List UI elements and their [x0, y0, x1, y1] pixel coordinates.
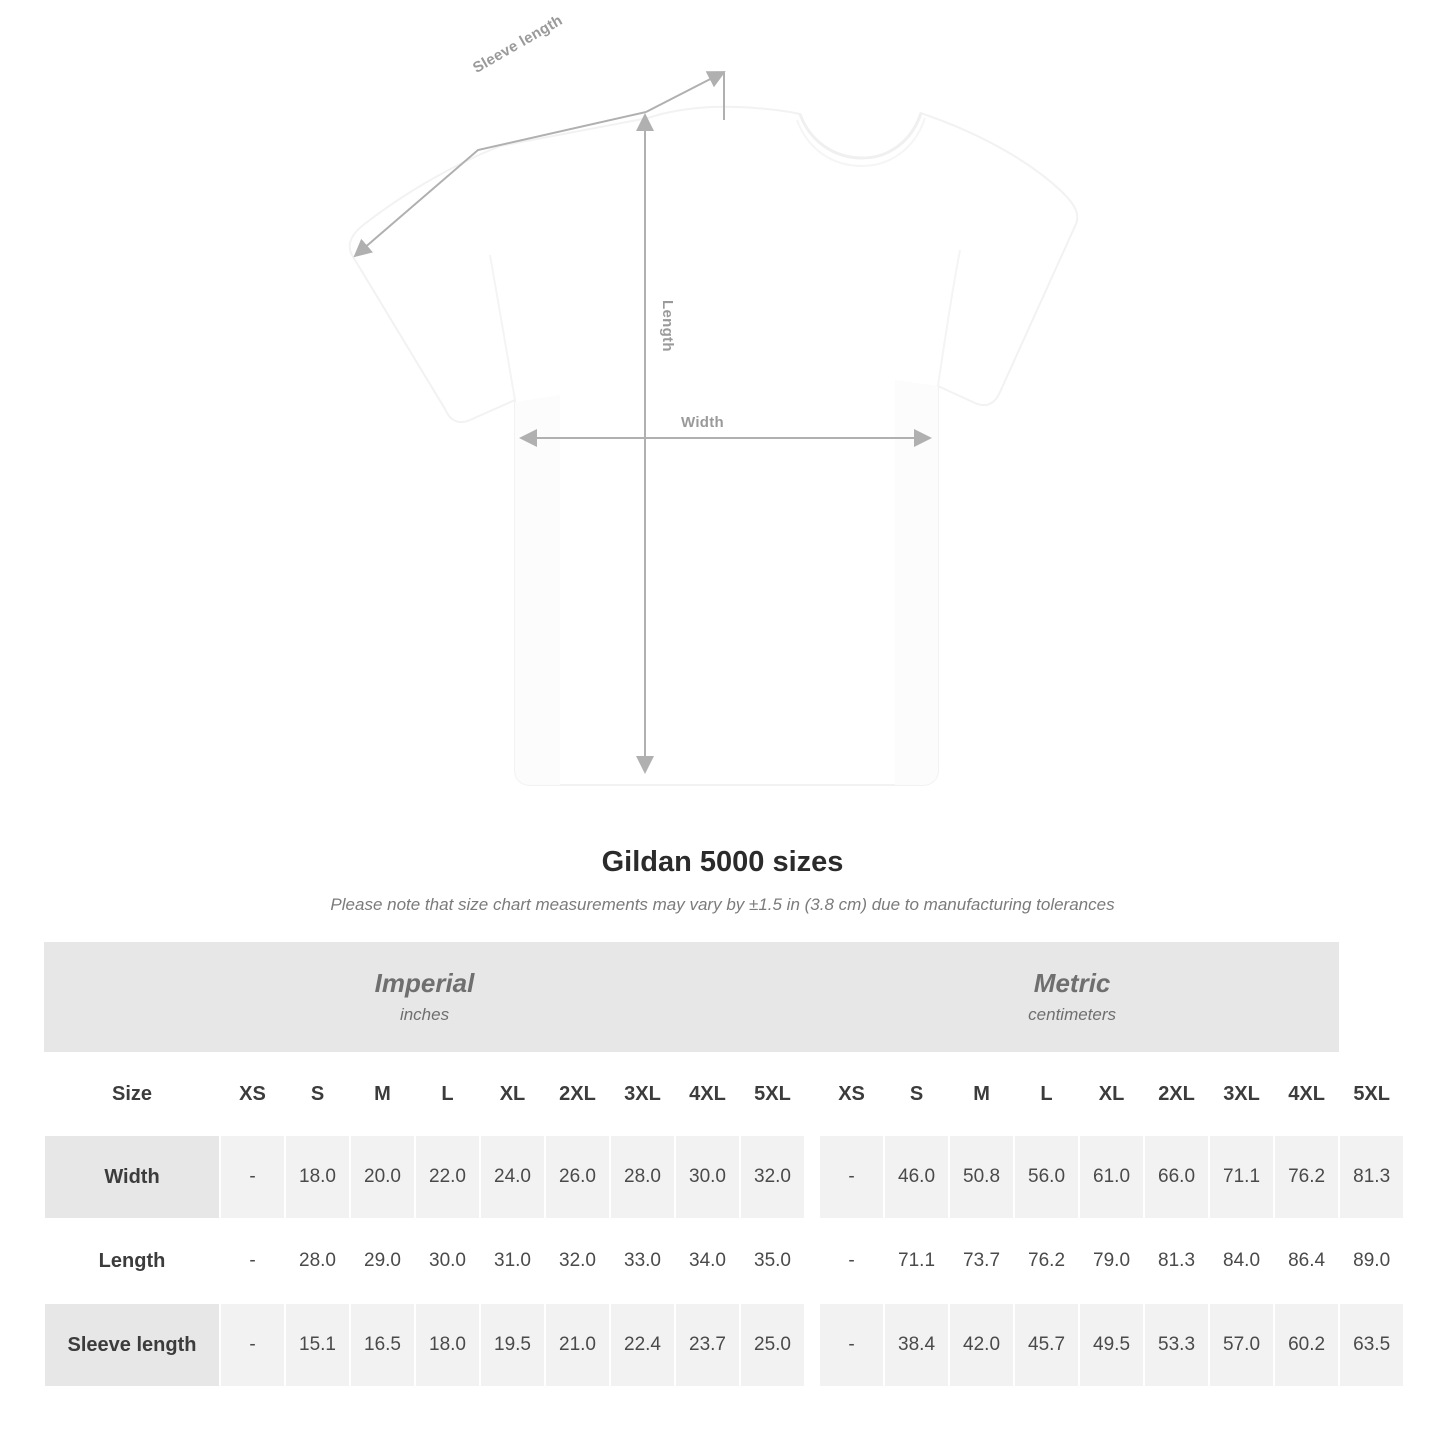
column-spacer	[805, 1219, 819, 1303]
length-imperial-xl: 31.0	[480, 1219, 545, 1303]
width-metric-l: 56.0	[1014, 1135, 1079, 1219]
sleeve-imperial-5xl: 25.0	[740, 1303, 805, 1387]
sleeve-imperial-4xl: 23.7	[675, 1303, 740, 1387]
width-metric-3xl: 71.1	[1209, 1135, 1274, 1219]
page-title: Gildan 5000 sizes	[601, 846, 844, 878]
width-imperial-xl: 24.0	[480, 1135, 545, 1219]
length-metric-2xl: 81.3	[1144, 1219, 1209, 1303]
width-imperial-2xl: 26.0	[545, 1135, 610, 1219]
column-spacer	[805, 1053, 819, 1135]
table-row	[44, 1219, 1404, 1303]
sleeve-metric-4xl: 60.2	[1274, 1303, 1339, 1387]
sleeve-metric-3xl: 57.0	[1209, 1303, 1274, 1387]
imperial-unit-name: Imperial	[374, 968, 475, 999]
length-metric-4xl: 86.4	[1274, 1219, 1339, 1303]
row-label-length: Length	[44, 1219, 220, 1303]
row-label-width: Width	[44, 1135, 220, 1219]
length-imperial-4xl: 34.0	[675, 1219, 740, 1303]
length-imperial-5xl: 35.0	[740, 1219, 805, 1303]
units-header-row	[44, 942, 1404, 1053]
width-metric-m: 50.8	[949, 1135, 1014, 1219]
length-imperial-2xl: 32.0	[545, 1219, 610, 1303]
header-metric-4xl: 4XL	[1274, 1053, 1339, 1135]
sleeve-metric-5xl: 63.5	[1339, 1303, 1404, 1387]
header-imperial-xl: XL	[480, 1053, 545, 1135]
length-metric-xl: 79.0	[1079, 1219, 1144, 1303]
width-imperial-5xl: 32.0	[740, 1135, 805, 1219]
width-imperial-l: 22.0	[415, 1135, 480, 1219]
length-imperial-3xl: 33.0	[610, 1219, 675, 1303]
length-metric-5xl: 89.0	[1339, 1219, 1404, 1303]
header-imperial-4xl: 4XL	[675, 1053, 740, 1135]
imperial-unit-cell	[44, 942, 805, 1053]
header-imperial-3xl: 3XL	[610, 1053, 675, 1135]
sleeve-imperial-3xl: 22.4	[610, 1303, 675, 1387]
sleeve-imperial-m: 16.5	[350, 1303, 415, 1387]
column-spacer	[805, 1135, 819, 1219]
metric-unit-cell	[805, 942, 1339, 1053]
size-table	[43, 942, 1405, 1388]
table-row	[44, 1303, 1404, 1387]
header-metric-5xl: 5XL	[1339, 1053, 1404, 1135]
header-imperial-s: S	[285, 1053, 350, 1135]
sleeve-metric-xs: -	[819, 1303, 884, 1387]
width-imperial-3xl: 28.0	[610, 1135, 675, 1219]
sleeve-metric-m: 42.0	[949, 1303, 1014, 1387]
length-imperial-xs: -	[220, 1219, 285, 1303]
length-metric-m: 73.7	[949, 1219, 1014, 1303]
header-metric-s: S	[884, 1053, 949, 1135]
width-metric-xl: 61.0	[1079, 1135, 1144, 1219]
size-header-row	[44, 1053, 1404, 1135]
sleeve-metric-s: 38.4	[884, 1303, 949, 1387]
imperial-unit-sub: inches	[399, 1004, 450, 1024]
header-metric-2xl: 2XL	[1144, 1053, 1209, 1135]
length-metric-3xl: 84.0	[1209, 1219, 1274, 1303]
width-metric-xs: -	[819, 1135, 884, 1219]
width-metric-s: 46.0	[884, 1135, 949, 1219]
width-imperial-s: 18.0	[285, 1135, 350, 1219]
length-metric-xs: -	[819, 1219, 884, 1303]
sleeve-imperial-2xl: 21.0	[545, 1303, 610, 1387]
header-imperial-l: L	[415, 1053, 480, 1135]
header-metric-3xl: 3XL	[1209, 1053, 1274, 1135]
length-label: Length	[659, 300, 676, 352]
table-row	[44, 1135, 1404, 1219]
sleeve-metric-xl: 49.5	[1079, 1303, 1144, 1387]
metric-unit-sub: centimeters	[1028, 1004, 1117, 1024]
metric-unit-name: Metric	[1033, 968, 1111, 999]
sleeve-imperial-l: 18.0	[415, 1303, 480, 1387]
width-imperial-4xl: 30.0	[675, 1135, 740, 1219]
width-metric-5xl: 81.3	[1339, 1135, 1404, 1219]
width-label: Width	[681, 414, 725, 431]
header-imperial-xs: XS	[220, 1053, 285, 1135]
size-corner-label: Size	[44, 1053, 220, 1135]
header-metric-m: M	[949, 1053, 1014, 1135]
size-table-wrapper	[43, 942, 1402, 1388]
header-metric-xs: XS	[819, 1053, 884, 1135]
width-imperial-xs: -	[220, 1135, 285, 1219]
sleeve-metric-2xl: 53.3	[1144, 1303, 1209, 1387]
length-metric-l: 76.2	[1014, 1219, 1079, 1303]
sleeve-imperial-s: 15.1	[285, 1303, 350, 1387]
column-spacer	[805, 1303, 819, 1387]
length-imperial-s: 28.0	[285, 1219, 350, 1303]
row-label-sleeve-length: Sleeve length	[44, 1303, 220, 1387]
header-imperial-2xl: 2XL	[545, 1053, 610, 1135]
sleeve-length-label: Sleeve length	[470, 11, 566, 77]
header-imperial-5xl: 5XL	[740, 1053, 805, 1135]
header-metric-xl: XL	[1079, 1053, 1144, 1135]
width-imperial-m: 20.0	[350, 1135, 415, 1219]
shirt-shape	[350, 107, 1078, 785]
title-block	[0, 846, 1445, 915]
header-metric-l: L	[1014, 1053, 1079, 1135]
length-imperial-m: 29.0	[350, 1219, 415, 1303]
width-metric-2xl: 66.0	[1144, 1135, 1209, 1219]
width-metric-4xl: 76.2	[1274, 1135, 1339, 1219]
header-imperial-m: M	[350, 1053, 415, 1135]
sleeve-imperial-xs: -	[220, 1303, 285, 1387]
sleeve-metric-l: 45.7	[1014, 1303, 1079, 1387]
length-imperial-l: 30.0	[415, 1219, 480, 1303]
sleeve-imperial-xl: 19.5	[480, 1303, 545, 1387]
tolerance-note: Please note that size chart measurements may vary by ±1.5 in (3.8 cm) due to manufacturing tolerances	[330, 895, 1115, 914]
length-metric-s: 71.1	[884, 1219, 949, 1303]
